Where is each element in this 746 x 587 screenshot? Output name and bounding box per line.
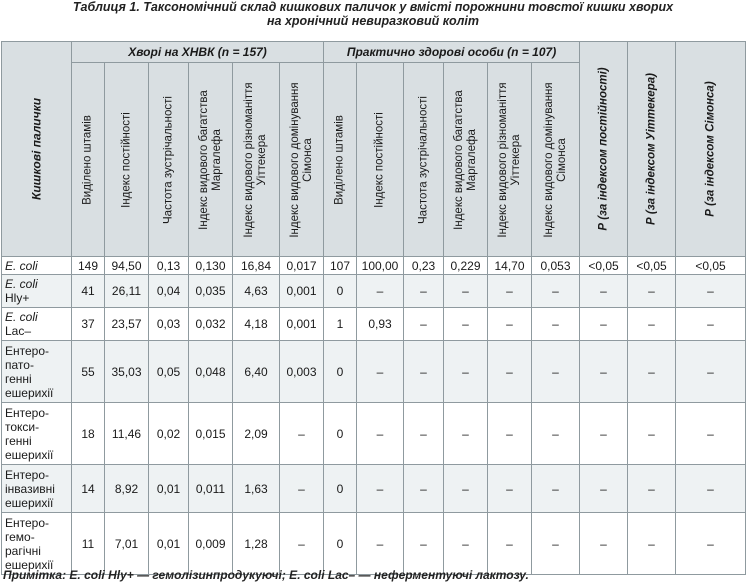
table-cell: – [404,275,444,308]
table-cell: – [357,403,404,465]
header-constancy-1: Індекс постійності [105,63,149,257]
table-cell: 0 [324,275,357,308]
header-whittaker-1: Індекс видового різноманіття Уіттекера [233,63,280,257]
table-cell: – [404,403,444,465]
table-cell: – [532,465,580,513]
table-cell: 0 [324,513,357,575]
table-cell: 14 [72,465,105,513]
header-frequency-2: Частота зустрічальності [404,63,444,257]
table-row [2,257,746,275]
header-margalef-2: Індекс видового багатства Маргалефа [444,63,488,257]
row-label-line: токси- [5,419,40,434]
header-strains-1: Виділено штамів [72,63,105,257]
row-label-line: гемо- [5,529,35,544]
row-label-line: пато- [5,357,34,372]
table-cell: – [580,513,628,575]
table-cell: – [488,403,532,465]
table-cell: – [580,403,628,465]
table-cell: – [357,465,404,513]
row-label-line: E. coli [5,277,38,291]
table-cell: – [488,275,532,308]
table-cell: 0,229 [444,257,488,275]
table-row [2,341,746,403]
table-row [2,513,746,575]
row-label [2,257,72,275]
table-cell: 14,70 [488,257,532,275]
table-cell: 0,011 [189,465,233,513]
table-cell: 11 [72,513,105,575]
header-p-constancy: Р (за індексом постійності) [580,42,628,257]
table-cell: 37 [72,308,105,341]
header-strains-2: Виділено штамів [324,63,357,257]
table-cell: 0,017 [280,257,324,275]
table-cell: – [676,308,746,341]
table-cell: – [404,341,444,403]
table-note: Примітка: E. coli Hly+ — гемолізинпродукуючі; E. coli Lac– — неферментуючі лактозу. [3,568,529,582]
table-cell: – [280,403,324,465]
row-label-line: Ентеро- [5,467,50,482]
taxonomy-table [1,41,746,575]
table-cell: 0,02 [149,403,189,465]
table-cell: – [628,513,676,575]
table-cell: 0,13 [149,257,189,275]
table-cell: – [357,275,404,308]
table-cell: – [532,275,580,308]
table-cell: 0,053 [532,257,580,275]
row-label-line: ешерихії [5,385,54,400]
title-line-2: на хронічний невиразковий коліт [266,14,480,28]
table-cell: – [580,341,628,403]
table-cell: 6,40 [233,341,280,403]
table-cell: – [628,275,676,308]
table-cell: 0,03 [149,308,189,341]
table-cell: 0,04 [149,275,189,308]
table-cell: – [404,308,444,341]
table-cell: 0,009 [189,513,233,575]
table-cell: 0,003 [280,341,324,403]
table-cell: – [628,403,676,465]
table-cell: – [357,341,404,403]
header-group-healthy: Практично здорові особи (n = 107) [324,42,580,63]
table-cell: 0 [324,465,357,513]
table-cell: – [488,513,532,575]
table-cell: 0,130 [189,257,233,275]
table-cell: 41 [72,275,105,308]
table-cell: 0,035 [189,275,233,308]
table-cell: 0,015 [189,403,233,465]
table-cell: – [280,465,324,513]
row-label [2,341,72,403]
table-cell: – [444,465,488,513]
table-cell: – [580,308,628,341]
table-cell: 0,01 [149,513,189,575]
table-cell: – [444,403,488,465]
table-cell: – [532,341,580,403]
row-label-line: генні [5,371,32,386]
row-label-line: E. coli [5,258,38,273]
table-cell: – [444,275,488,308]
table-cell: 0,23 [404,257,444,275]
table-cell: – [676,465,746,513]
table-cell: – [628,465,676,513]
table-cell: 4,18 [233,308,280,341]
row-label [2,275,72,308]
table-cell: 23,57 [105,308,149,341]
table-cell: – [676,403,746,465]
table-row [2,465,746,513]
table-cell: – [488,465,532,513]
row-label-line: ешерихії [5,495,54,510]
row-label [2,465,72,513]
table-cell: 0,01 [149,465,189,513]
header-row-label: Кишкові палички [2,42,72,257]
table-cell: – [488,341,532,403]
table-cell: 149 [72,257,105,275]
table-cell: – [676,513,746,575]
table-row [2,403,746,465]
table-cell: 11,46 [105,403,149,465]
table-cell: – [404,465,444,513]
table-cell: – [676,341,746,403]
table-row [2,275,746,308]
table-cell: 26,11 [105,275,149,308]
row-label-line: Hly+ [5,291,30,305]
header-constancy-2: Індекс постійності [357,63,404,257]
table-cell: – [532,308,580,341]
table-cell: <0,05 [628,257,676,275]
table-cell: 8,92 [105,465,149,513]
row-label [2,403,72,465]
table-cell: – [628,308,676,341]
table-cell: 4,63 [233,275,280,308]
table-cell: – [357,513,404,575]
table-cell: 2,09 [233,403,280,465]
table-cell: – [444,341,488,403]
table-cell: 0 [324,341,357,403]
table-cell: <0,05 [676,257,746,275]
table-body [2,257,746,575]
table-cell: – [580,275,628,308]
header-margalef-1: Індекс видового багатства Маргалефа [189,63,233,257]
table-cell: – [676,275,746,308]
table-cell: 1,63 [233,465,280,513]
table-cell: 94,50 [105,257,149,275]
table-cell: 107 [324,257,357,275]
table-cell: 1 [324,308,357,341]
table-cell: 7,01 [105,513,149,575]
table-cell: – [444,513,488,575]
row-label-line: Ентеро- [5,405,50,420]
table-cell: <0,05 [580,257,628,275]
table-cell: 0,048 [189,341,233,403]
table-cell: 55 [72,341,105,403]
header-p-whittaker: Р (за індексом Уіттекера) [628,42,676,257]
title-line-1: Таблиця 1. Таксономічний склад кишкових паличок у вмісті порожнини товстої кишки хворих [72,0,674,14]
row-label-line: рагічні [5,543,41,558]
table-cell: 1,28 [233,513,280,575]
table-cell: 0,05 [149,341,189,403]
header-simpson-1: Індекс видового домінування Сімонса [280,63,324,257]
row-label-line: генні [5,433,32,448]
table-cell: 100,00 [357,257,404,275]
table-title [0,0,746,28]
table-cell: – [580,465,628,513]
table-cell: 18 [72,403,105,465]
table-cell: 0,001 [280,275,324,308]
row-label-line: Lac– [5,324,32,338]
row-label-line: E. coli [5,310,38,324]
table-cell: 0,001 [280,308,324,341]
header-simpson-2: Індекс видового домінування Сімонса [532,63,580,257]
table-cell: 0 [324,403,357,465]
table-cell: – [628,341,676,403]
header-group-patients: Хворі на ХНВК (n = 157) [72,42,324,63]
row-label [2,513,72,575]
table-row [2,308,746,341]
table-cell: 0,032 [189,308,233,341]
header-whittaker-2: Індекс видового різноманіття Уіттекера [488,63,532,257]
table-cell: – [280,513,324,575]
row-label-line: ешерихії [5,447,54,462]
table-cell: 35,03 [105,341,149,403]
table-cell: 16,84 [233,257,280,275]
table-cell: – [532,403,580,465]
row-label-line: інвазивні [5,481,55,496]
header-p-simpson: Р (за індексом Сімонса) [676,42,746,257]
table-cell: – [404,513,444,575]
table-cell: – [444,308,488,341]
row-label [2,308,72,341]
row-label-line: Ентеро- [5,515,50,530]
table-cell: 0,93 [357,308,404,341]
row-label-line: ешерихії [5,557,54,572]
row-label-line: Ентеро- [5,343,50,358]
table-cell: – [532,513,580,575]
table-cell: – [488,308,532,341]
header-frequency-1: Частота зустрічальності [149,63,189,257]
